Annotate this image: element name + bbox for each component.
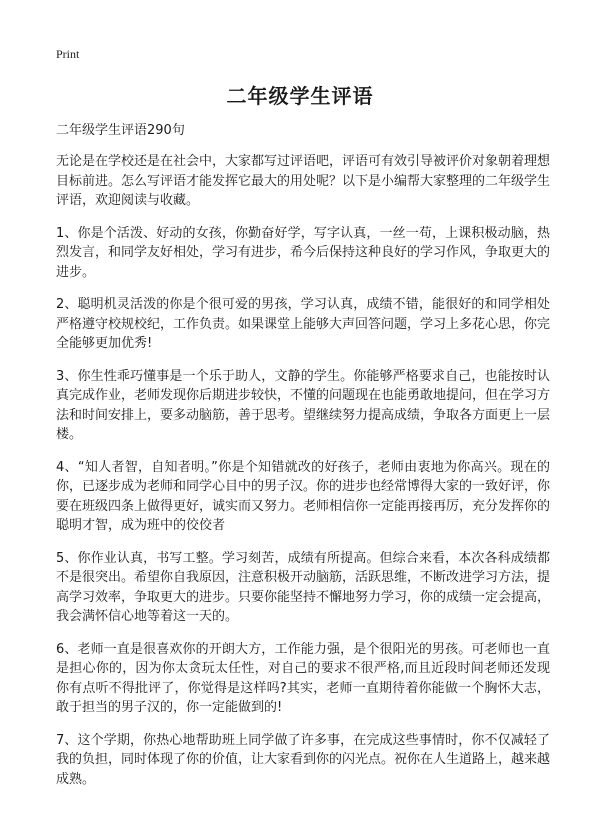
paragraph-4: 4、“知人者智，自知者明。”你是个知错就改的好孩子，老师由衷地为你高兴。现在的你，已逐步成为老师和同学心目中的男子汉。你的进步也经常博得大家的一致好评，你要在班级四条上做得更好，诚实而又努力。老师相信你一定能再接再厉，充分发挥你的聪明才智，成为班中的佼佼者: [56, 459, 551, 533]
document-subtitle: 二年级学生评语290句: [56, 123, 185, 138]
print-link[interactable]: Print: [56, 47, 80, 61]
paragraph-2: 2、聪明机灵活泼的你是个很可爱的男孩，学习认真，成绩不错，能很好的和同学相处严格遵守校规校纪，工作负责。如果课堂上能够大声回答问题，学习上多花心思，你完全能够更加优秀!: [56, 297, 551, 351]
paragraph-7: 7、这个学期，你热心地帮助班上同学做了许多事，在完成这些事情时，你不仅减轻了我的负担，同时体现了你的价值，让大家看到你的闪光点。祝你在人生道路上，越来越成熟。: [56, 732, 551, 787]
page-title: 二年级学生评语: [226, 84, 374, 108]
paragraph-6: 6、老师一直是很喜欢你的开朗大方，工作能力强，是个很阳光的男孩。可老师也一直是担心你的，因为你太贪玩太任性，对自己的要求不很严格,而且近段时间老师还发现你有点听不得批评了，你觉得是这样吗?其实，老师一直期待着你能做一个胸怀大志，敢于担当的男子汉的，你一定能做到的!: [56, 641, 550, 715]
paragraph-3: 3、你生性乖巧懂事是一个乐于助人，文静的学生。你能够严格要求自己，也能按时认真完成作业，老师发现你后期进步较快，不懂的问题现在也能勇敢地提问，但在学习方法和时间安排上，要多动脑筋，善于思考。望继续努力提高成绩，争取各方面更上一层楼。: [56, 368, 551, 442]
document-body: [56, 121, 550, 802]
paragraph-intro: 无论是在学校还是在社会中，大家都写过评语吧，评语可有效引导被评价对象朝着理想目标前进。怎么写评语才能发挥它最大的用处呢？以下是小编帮大家整理的二年级学生评语，欢迎阅读与收藏。: [56, 154, 551, 208]
paragraph-1: 1、你是个活泼、好动的女孩，你勤奋好学，写字认真，一丝一苟，上课积极动脑，热烈发言，和同学友好相处，学习有进步，希今后保持这种良好的学习作风，争取更大的进步。: [56, 225, 551, 280]
paragraph-5: 5、你作业认真，书写工整。学习刻苦，成绩有所提高。但综合来看，本次各科成绩都不是很突出。希望你自我原因，注意积极开动脑筋，活跃思维，不断改进学习方法，提高学习效率，争取更大的进步。只要你能坚持不懈地努力学习，你的成绩一定会提高，我会满怀信心地等着这一天的。: [56, 550, 551, 624]
